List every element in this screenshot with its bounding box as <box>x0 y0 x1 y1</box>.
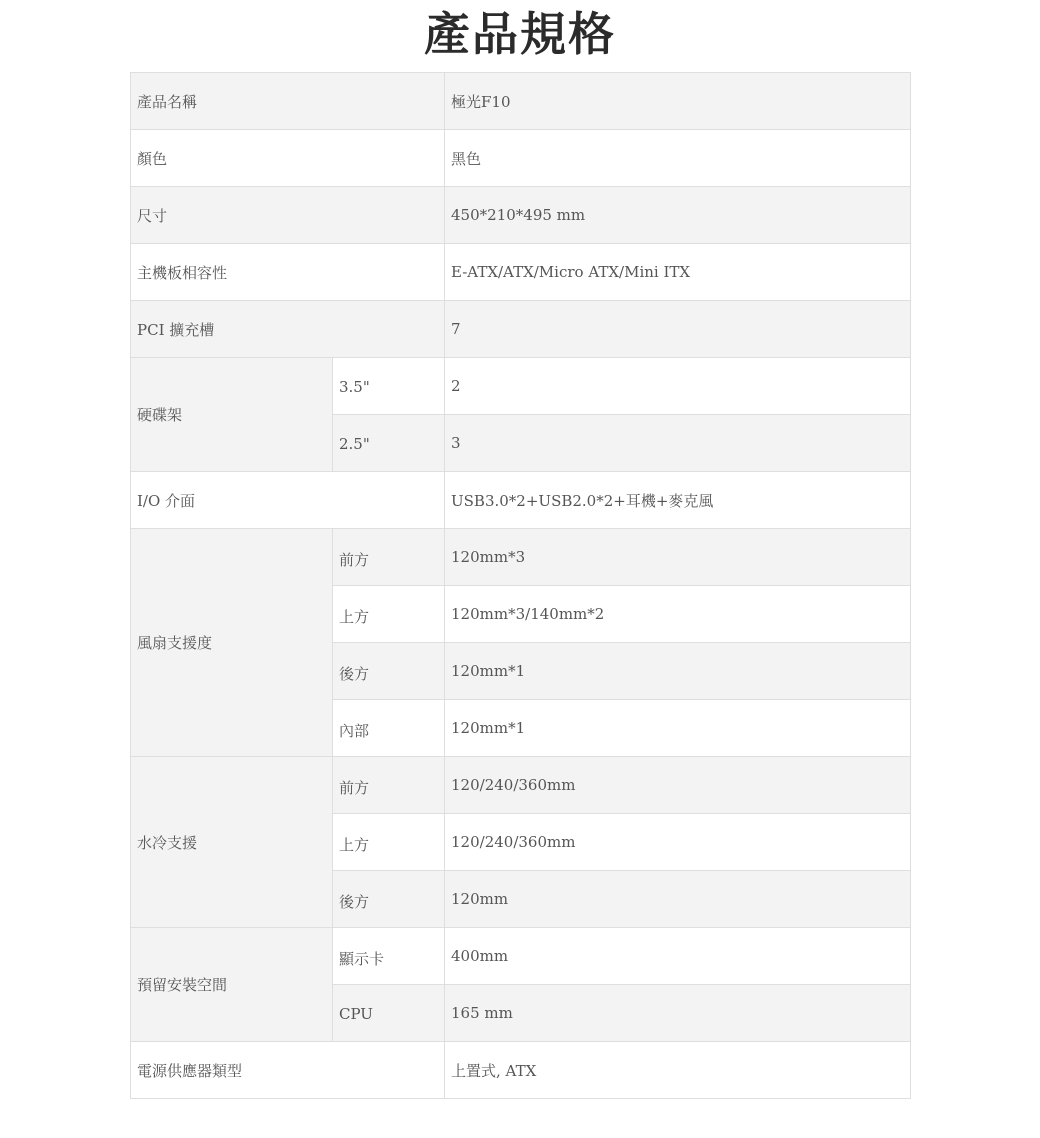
spec-group-label: 硬碟架 <box>131 358 333 472</box>
spec-label: 主機板相容性 <box>131 244 445 301</box>
spec-value: 2 <box>445 358 911 415</box>
table-row <box>131 472 911 529</box>
spec-sub-label: 上方 <box>333 586 445 643</box>
spec-value: 120mm <box>445 871 911 928</box>
spec-sub-label: 內部 <box>333 700 445 757</box>
spec-sub-label: 3.5" <box>333 358 445 415</box>
spec-label: 顏色 <box>131 130 445 187</box>
spec-label: I/O 介面 <box>131 472 445 529</box>
spec-sub-label: 2.5" <box>333 415 445 472</box>
table-row <box>131 244 911 301</box>
spec-value: 450*210*495 mm <box>445 187 911 244</box>
spec-group-label: 風扇支援度 <box>131 529 333 757</box>
spec-sub-label: 前方 <box>333 757 445 814</box>
table-row <box>131 73 911 130</box>
spec-value: E-ATX/ATX/Micro ATX/Mini ITX <box>445 244 911 301</box>
page-title: 產品規格 <box>424 7 616 61</box>
spec-value: 120mm*3/140mm*2 <box>445 586 911 643</box>
spec-value: 400mm <box>445 928 911 985</box>
spec-group-label: 水冷支援 <box>131 757 333 928</box>
spec-label: 尺寸 <box>131 187 445 244</box>
spec-value: 上置式, ATX <box>445 1042 911 1099</box>
spec-value: 120mm*1 <box>445 700 911 757</box>
spec-sub-label: 前方 <box>333 529 445 586</box>
spec-value: 120mm*1 <box>445 643 911 700</box>
spec-sub-label: CPU <box>333 985 445 1042</box>
spec-sub-label: 後方 <box>333 871 445 928</box>
spec-value: USB3.0*2+USB2.0*2+耳機+麥克風 <box>445 472 911 529</box>
spec-sub-label: 顯示卡 <box>333 928 445 985</box>
table-row <box>131 301 911 358</box>
spec-label: 電源供應器類型 <box>131 1042 445 1099</box>
table-row <box>131 757 911 814</box>
table-row <box>131 187 911 244</box>
spec-value: 120/240/360mm <box>445 757 911 814</box>
table-row <box>131 130 911 187</box>
spec-label: 產品名稱 <box>131 73 445 130</box>
table-row <box>131 358 911 415</box>
table-row <box>131 1042 911 1099</box>
spec-value: 3 <box>445 415 911 472</box>
spec-sub-label: 上方 <box>333 814 445 871</box>
spec-table <box>130 72 911 1099</box>
spec-group-label: 預留安裝空間 <box>131 928 333 1042</box>
spec-value: 165 mm <box>445 985 911 1042</box>
spec-label: PCI 擴充槽 <box>131 301 445 358</box>
spec-value: 7 <box>445 301 911 358</box>
spec-value: 120/240/360mm <box>445 814 911 871</box>
spec-value: 極光F10 <box>445 73 911 130</box>
spec-value: 黑色 <box>445 130 911 187</box>
spec-value: 120mm*3 <box>445 529 911 586</box>
table-row <box>131 529 911 586</box>
table-row <box>131 928 911 985</box>
spec-sub-label: 後方 <box>333 643 445 700</box>
